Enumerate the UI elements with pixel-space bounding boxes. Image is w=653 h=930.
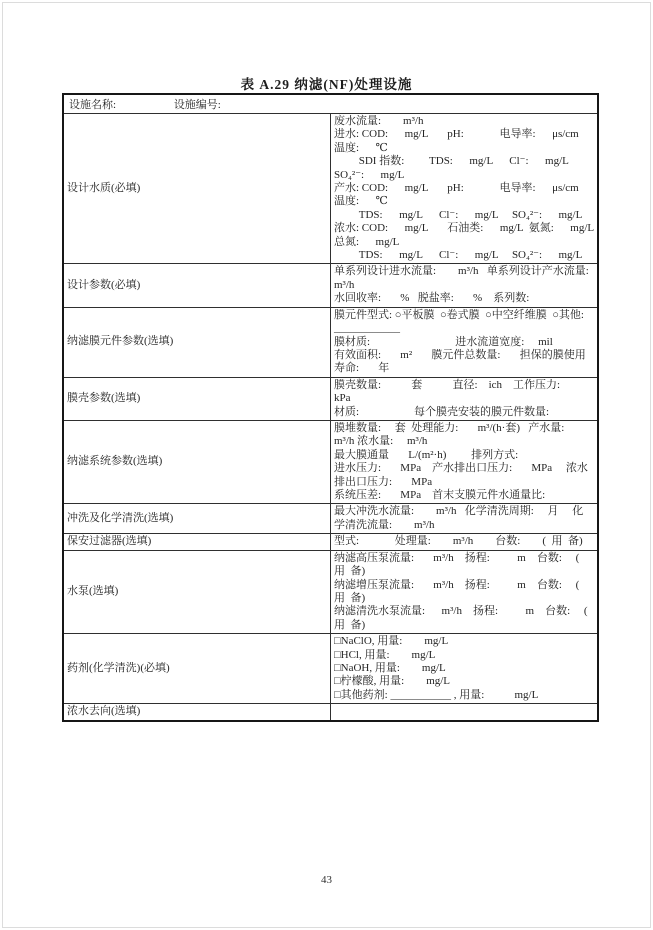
section-label: 保安过滤器(选填) [63, 534, 331, 551]
form-line: □NaOH, 用量: mg/L [334, 661, 446, 674]
section-row [63, 534, 598, 551]
form-line [334, 705, 594, 718]
form-line: 单系列设计进水流量: m³/h 单系列设计产水流量: m³/h [334, 265, 611, 291]
section-label: 设计水质(必填) [63, 114, 331, 264]
section-content [331, 114, 602, 264]
form-line: □NaClO, 用量: mg/L [334, 635, 449, 648]
facility-name-label: 设施名称: [69, 99, 117, 111]
form-line: 纳滤增压泵流量: m³/h 扬程: m 台数: ( 用 备) [334, 578, 585, 604]
form-line: □HCl, 用量: mg/L [334, 648, 436, 661]
nf-form-table [62, 93, 611, 722]
page-title: 表 A.29 纳滤(NF)处理设施 [240, 77, 413, 92]
form-line: □其他药剂: ___________ , 用量: mg/L [334, 688, 539, 701]
facility-header-row [63, 94, 598, 114]
section-content [331, 420, 599, 503]
form-line: 进水: COD: mg/L pH: 电导率: μs/cm 温度: ℃ [334, 128, 585, 154]
section-row [63, 307, 598, 377]
section-row [63, 264, 598, 307]
form-line: 膜堆数量: 套 处理能力: m³/(h·套) 产水量: m³/h 浓水量: m³/h [334, 421, 579, 448]
form-line: 产水: COD: mg/L pH: 电导率: μs/cm 温度: ℃ [334, 182, 585, 208]
form-line: SDI 指数: TDS: mg/L Cl⁻: mg/L SO₄²⁻: mg/L [334, 155, 577, 181]
form-line: TDS: mg/L Cl⁻: mg/L SO₄²⁻: mg/L [334, 208, 583, 221]
section-row [63, 504, 598, 534]
section-label: 冲洗及化学清洗(选填) [63, 504, 331, 534]
section-label: 纳滤系统参数(选填) [63, 420, 331, 503]
facility-header-cell [63, 94, 598, 114]
form-line: 水回收率: % 脱盐率: % 系列数: [334, 292, 530, 305]
section-label: 水泵(选填) [63, 550, 331, 633]
form-line: 膜壳数量: 套 直径: ich 工作压力: kPa [334, 378, 591, 405]
section-row [63, 634, 598, 704]
section-content [331, 534, 599, 551]
form-line: 膜元件型式: ○平板膜 ○卷式膜 ○中空纤维膜 ○其他: ____________ [334, 308, 587, 335]
form-line: □柠檬酸, 用量: mg/L [334, 675, 451, 688]
section-row [63, 704, 598, 721]
section-label: 膜壳参数(选填) [63, 377, 331, 420]
page-number: 43 [321, 874, 332, 886]
form-line: 纳滤清洗水泵流量: m³/h 扬程: m 台数: ( 用 备) [334, 605, 594, 631]
form-line: 膜材质: 进水流道宽度: mil [334, 335, 553, 348]
section-label: 浓水去向(选填) [63, 704, 331, 721]
form-line: 进水压力: MPa 产水排出口压力: MPa 浓水排出口压力: MPa [334, 462, 588, 488]
form-line: 废水流量: m³/h [334, 115, 424, 127]
section-row [63, 420, 598, 503]
section-row [63, 114, 598, 264]
form-line: 纳滤高压泵流量: m³/h 扬程: m 台数: ( 用 备) [334, 551, 585, 578]
section-content [331, 634, 599, 704]
form-line: 浓水: COD: mg/L 石油类: mg/L 氨氮: mg/L 总氮: mg/L [334, 222, 602, 248]
section-label: 药剂(化学清洗)(必填) [63, 634, 331, 704]
section-content [331, 264, 611, 307]
section-content [331, 704, 599, 721]
section-content [331, 307, 599, 377]
section-row [63, 550, 598, 633]
form-line: 有效面积: m² 膜元件总数量: 担保的膜使用寿命: 年 [334, 348, 586, 375]
facility-code-label: 设施编号: [173, 99, 221, 111]
form-line: 型式: 处理量: m³/h 台数: ( 用 备) [334, 535, 583, 548]
form-line: 材质: 每个膜壳安装的膜元件数量: [334, 405, 550, 418]
form-line: TDS: mg/L Cl⁻: mg/L SO₄²⁻: mg/L [334, 249, 583, 262]
form-line: 最大冲洗水流量: m³/h 化学清洗周期: 月 化学清洗流量: m³/h [334, 505, 584, 531]
form-line: 最大膜通量 L/(m²·h) 排列方式: [334, 448, 519, 461]
form-line: 系统压差: MPa 首末支膜元件水通量比: [334, 488, 546, 501]
section-label: 纳滤膜元件参数(选填) [63, 307, 331, 377]
section-row [63, 377, 598, 420]
section-content [331, 504, 599, 534]
section-content [331, 377, 599, 420]
section-content [331, 550, 599, 633]
section-label: 设计参数(必填) [63, 264, 331, 307]
